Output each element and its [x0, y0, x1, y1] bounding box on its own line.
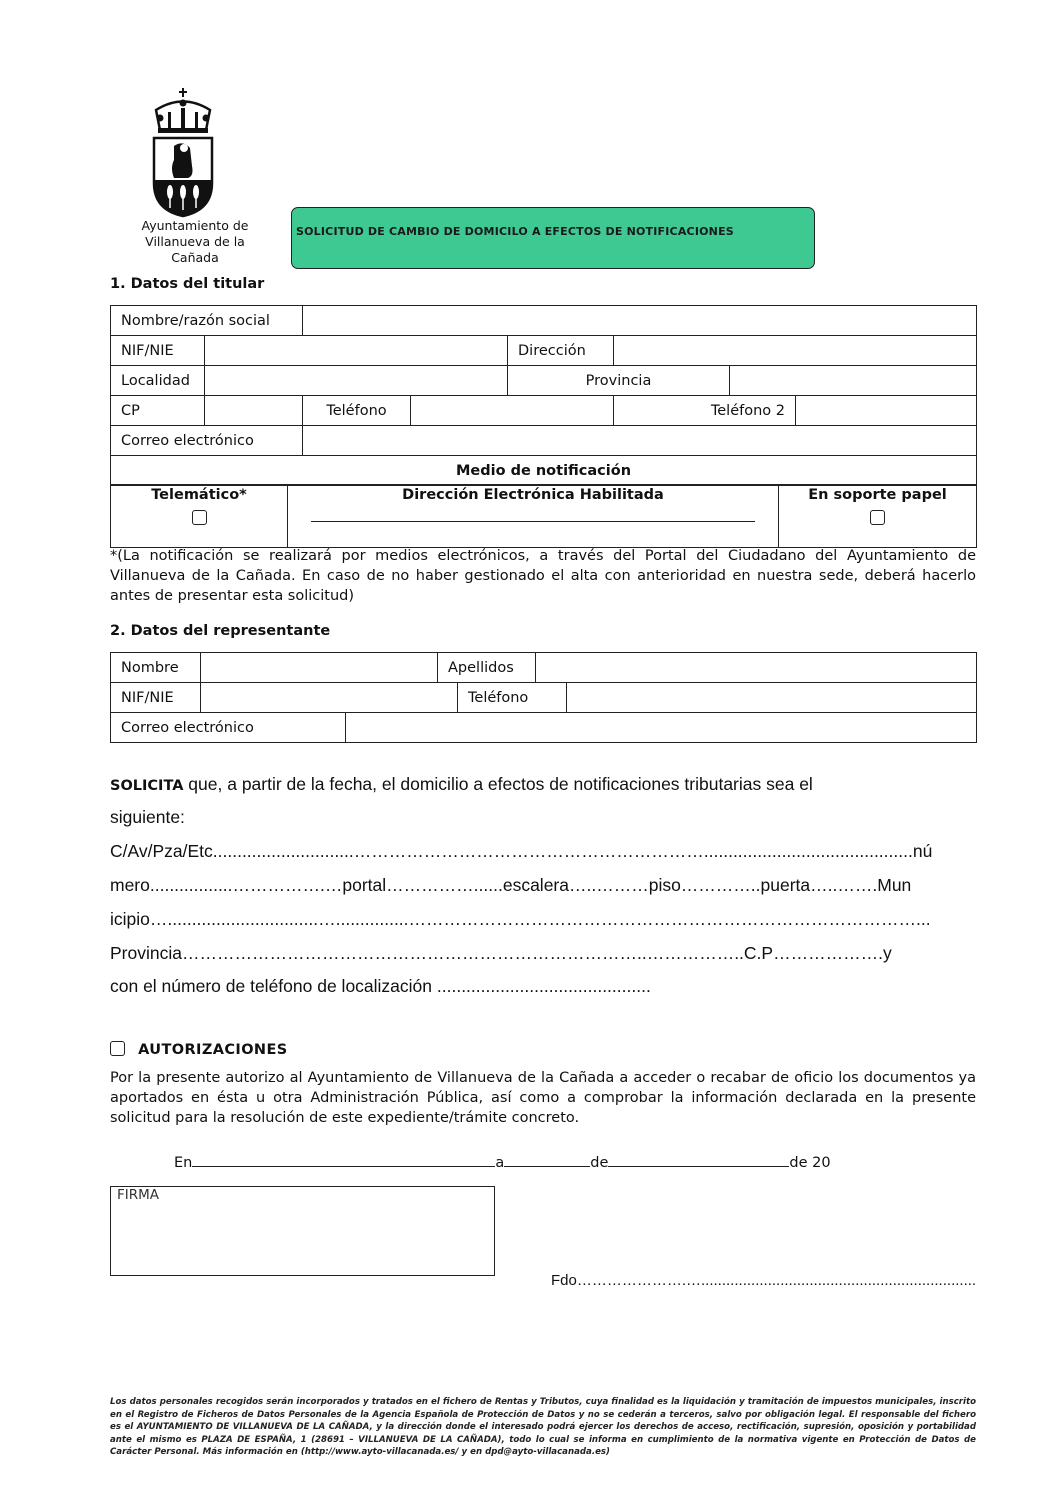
org-name-line1: Ayuntamiento de [141, 218, 249, 233]
titular-table [110, 305, 977, 486]
form-title: SOLICITUD DE CAMBIO DE DOMICILO A EFECTOS DE NOTIFICACIONES [296, 225, 734, 238]
fdo-line[interactable]: Fdo………………….….................................................................. [551, 1272, 977, 1289]
form-title-box [291, 207, 815, 269]
label-rep-nif: NIF/NIE [111, 683, 201, 713]
solicita-line3[interactable]: C/Av/Pza/Etc.............................……………………………………………………...........................................nú [110, 841, 933, 861]
label-provincia: Provincia [508, 366, 730, 396]
firma-label: FIRMA [117, 1187, 160, 1203]
solicita-line6[interactable]: Provincia……………………………………………………………………..……………..C.P……………….y [110, 943, 892, 963]
medio-table [110, 484, 977, 548]
autorizaciones-text: Por la presente autorizo al Ayuntamiento de Villanueva de la Cañada a acceder o recabar de oficio los documentos ya aportados en ésta u otra Administración Pública, así como a comprobar la información declarada en la presente solicitud para la resolución de este expediente/trámite concreto. [110, 1070, 976, 1126]
input-nombre[interactable] [303, 306, 977, 336]
fecha-line [174, 1155, 831, 1171]
papel-checkbox[interactable] [870, 510, 885, 525]
telematico-label: Telemático* [151, 487, 247, 503]
input-cp[interactable] [205, 396, 303, 426]
input-rep-correo[interactable] [346, 713, 977, 743]
fecha-a-label: a [495, 1155, 505, 1171]
solicita-line2: siguiente: [110, 807, 185, 827]
fecha-de20-label: de 20 [789, 1155, 831, 1171]
input-correo[interactable] [303, 426, 977, 456]
label-direccion: Dirección [508, 336, 614, 366]
solicita-keyword: SOLICITA [110, 778, 184, 794]
solicita-line5[interactable]: icipio…...............................…...............……………………………………………………………………………... [110, 909, 931, 929]
section1-title: 1. Datos del titular [110, 276, 265, 292]
solicita-line4[interactable]: mero.................…………….…portal……………......escalera…..………piso…………..puerta…..…….Mun [110, 875, 912, 895]
coat-of-arms-icon [148, 88, 218, 218]
label-rep-telefono: Teléfono [458, 683, 567, 713]
solicita-text1: que, a partir de la fecha, el domicilio a efectos de notificaciones tributarias sea el [183, 774, 813, 794]
privacy-footer: Los datos personales recogidos serán incorporados y tratados en el fichero de Rentas y Tributos, cuya finalidad es la liquidación y tramitación de impuestos municipales, inscrito en el Registro de Ficheros de Datos Personales de la Agencia Española de Protección de Datos y no se cederán a terceros, salvo por obligación legal. El responsable del fichero es el AYUNTAMIENTO DE VILLANUEVA DE LA CAÑADA, y la dirección donde el interesado podrá ejercer los derechos de acceso, rectificación, supresión, oposición y portabilidad ante el mismo es PLAZA DE ESPAÑA, 1 (28691 – VILLANUEVA DE LA CAÑADA), todo lo cual se informa en cumplimiento de la normativa vigente en Protección de Datos de Carácter Personal. Más información en (http://www.ayto-villacanada.es/ y en dpd@ayto-villacanada.es) [110, 1397, 976, 1457]
label-rep-nombre: Nombre [111, 653, 201, 683]
label-nombre: Nombre/razón social [111, 306, 303, 336]
label-telefono: Teléfono [303, 396, 411, 426]
deh-input-line[interactable] [311, 521, 755, 522]
input-rep-nombre[interactable] [201, 653, 438, 683]
label-cp: CP [111, 396, 205, 426]
label-rep-correo: Correo electrónico [111, 713, 346, 743]
autorizaciones-title: AUTORIZACIONES [138, 1042, 288, 1058]
input-telefono2[interactable] [796, 396, 977, 426]
input-telefono[interactable] [411, 396, 614, 426]
representante-table [110, 652, 977, 743]
medio-notificacion-header: Medio de notificación [111, 456, 977, 486]
fecha-lugar-input[interactable] [192, 1166, 495, 1167]
deh-label: Dirección Electrónica Habilitada [402, 487, 664, 503]
firma-box[interactable] [110, 1186, 495, 1276]
autorizaciones-header [110, 1039, 288, 1058]
input-provincia[interactable] [730, 366, 977, 396]
fecha-de-label: de [590, 1155, 609, 1171]
label-rep-apellidos: Apellidos [438, 653, 536, 683]
label-correo: Correo electrónico [111, 426, 303, 456]
deh-cell [288, 485, 779, 548]
solicita-line7[interactable]: con el número de teléfono de localización ............................................ [110, 976, 651, 996]
fecha-dia-input[interactable] [504, 1166, 590, 1167]
telematico-checkbox[interactable] [192, 510, 207, 525]
fecha-en-label: En [174, 1155, 193, 1171]
autorizaciones-checkbox[interactable] [110, 1041, 125, 1056]
solicita-line1 [110, 774, 813, 795]
input-nif[interactable] [205, 336, 508, 366]
label-localidad: Localidad [111, 366, 205, 396]
input-rep-apellidos[interactable] [536, 653, 977, 683]
papel-cell [779, 485, 977, 548]
municipal-logo [125, 88, 265, 266]
fecha-mes-input[interactable] [608, 1166, 789, 1167]
section2-title: 2. Datos del representante [110, 623, 331, 639]
notification-note: *(La notificación se realizará por medios electrónicos, a través del Portal del Ciudadano del Ayuntamiento de Villanueva de la Cañada. En caso de no haber gestionado el alta con anterioridad en nuestra sede, deberá hacerlo antes de presentar esta solicitud) [110, 548, 976, 604]
input-direccion[interactable] [614, 336, 977, 366]
input-rep-telefono[interactable] [567, 683, 977, 713]
org-name-line2: Villanueva de la Cañada [145, 234, 245, 265]
input-rep-nif[interactable] [201, 683, 458, 713]
input-localidad[interactable] [205, 366, 508, 396]
telematico-cell [111, 485, 288, 548]
papel-label: En soporte papel [808, 487, 947, 503]
label-telefono2: Teléfono 2 [614, 396, 796, 426]
label-nif: NIF/NIE [111, 336, 205, 366]
